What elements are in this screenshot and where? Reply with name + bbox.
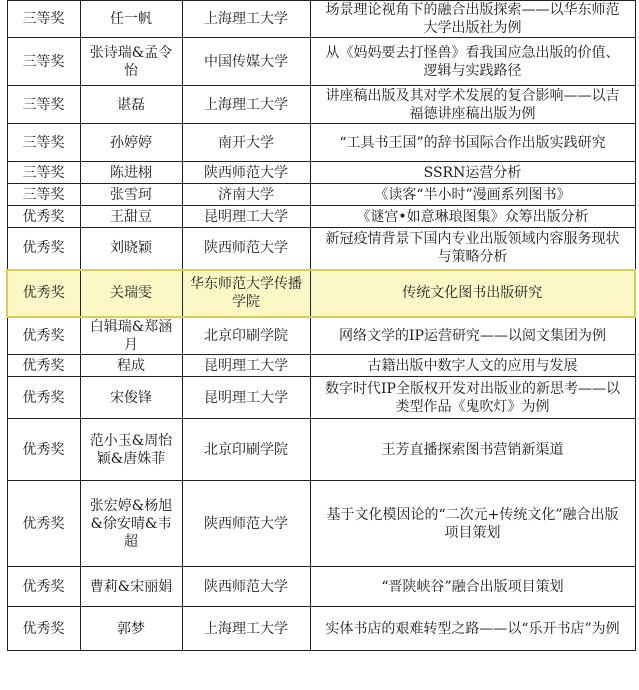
school-cell: 陕西师范大学	[182, 481, 310, 567]
name-cell: 王甜豆	[80, 206, 182, 228]
school-cell: 陕西师范大学	[182, 567, 310, 607]
title-cell: 讲座稿出版及其对学术发展的复合影响——以吉福德讲座稿出版为例	[310, 86, 635, 124]
title-cell: “工具书王国”的辞书国际合作出版实践研究	[310, 124, 635, 162]
school-cell: 昆明理工大学	[182, 206, 310, 228]
award-cell: 优秀奖	[7, 377, 80, 419]
name-cell: 宋俊锋	[80, 377, 182, 419]
title-cell: SSRN运营分析	[310, 162, 635, 184]
name-cell: 郭梦	[80, 607, 182, 651]
award-cell: 优秀奖	[7, 317, 80, 355]
school-cell: 北京印刷学院	[182, 317, 310, 355]
name-cell: 白辑瑞&郑涵月	[80, 317, 182, 355]
name-cell: 刘晓颖	[80, 228, 182, 270]
name-cell: 谌磊	[80, 86, 182, 124]
name-cell: 孙婷婷	[80, 124, 182, 162]
table-row	[7, 124, 635, 162]
award-cell: 优秀奖	[7, 228, 80, 270]
table-row	[7, 481, 635, 567]
name-cell: 任一帆	[80, 1, 182, 38]
award-cell: 优秀奖	[7, 481, 80, 567]
title-cell: 《谜宫•如意琳琅图集》众筹出版分析	[310, 206, 635, 228]
school-cell: 陕西师范大学	[182, 162, 310, 184]
name-cell: 张雪珂	[80, 184, 182, 206]
award-cell: 优秀奖	[7, 355, 80, 377]
table-row	[7, 355, 635, 377]
school-cell: 昆明理工大学	[182, 355, 310, 377]
title-cell: 《读客“半小时”漫画系列图书》	[310, 184, 635, 206]
name-cell: 陈进栩	[80, 162, 182, 184]
title-cell: 从《妈妈要去打怪兽》看我国应急出版的价值、逻辑与实践路径	[310, 38, 635, 86]
name-cell: 程成	[80, 355, 182, 377]
school-cell: 陕西师范大学	[182, 228, 310, 270]
school-cell: 上海理工大学	[182, 86, 310, 124]
award-cell: 三等奖	[7, 86, 80, 124]
school-cell: 北京印刷学院	[182, 419, 310, 481]
title-cell: 王芳直播探索图书营销新渠道	[310, 419, 635, 481]
table-row	[7, 86, 635, 124]
table-row	[7, 419, 635, 481]
title-cell: 新冠疫情背景下国内专业出版领域内容服务现状与策略分析	[310, 228, 635, 270]
name-cell: 范小玉&周怡颖&唐姝菲	[80, 419, 182, 481]
name-cell: 关瑞雯	[80, 270, 182, 317]
school-cell: 上海理工大学	[182, 607, 310, 651]
table-row	[7, 567, 635, 607]
name-cell: 张宏婷&杨旭&徐安晴&韦超	[80, 481, 182, 567]
award-cell: 三等奖	[7, 184, 80, 206]
table-row	[7, 1, 635, 38]
award-cell: 优秀奖	[7, 206, 80, 228]
school-cell: 华东师范大学传播学院	[182, 270, 310, 317]
title-cell: 网络文学的IP运营研究——以阅文集团为例	[310, 317, 635, 355]
award-cell: 优秀奖	[7, 419, 80, 481]
table-row	[7, 162, 635, 184]
school-cell: 南开大学	[182, 124, 310, 162]
table-row	[7, 317, 635, 355]
title-cell: 基于文化模因论的“二次元+传统文化”融合出版项目策划	[310, 481, 635, 567]
name-cell: 曹莉&宋丽娟	[80, 567, 182, 607]
table-row	[7, 206, 635, 228]
award-cell: 优秀奖	[7, 270, 80, 317]
table-row	[7, 270, 635, 317]
title-cell: 古籍出版中数字人文的应用与发展	[310, 355, 635, 377]
award-cell: 三等奖	[7, 38, 80, 86]
award-cell: 三等奖	[7, 124, 80, 162]
school-cell: 济南大学	[182, 184, 310, 206]
title-cell: “晋陕峡谷”融合出版项目策划	[310, 567, 635, 607]
title-cell: 传统文化图书出版研究	[310, 270, 635, 317]
title-cell: 实体书店的艰难转型之路——以“乐开书店”为例	[310, 607, 635, 651]
school-cell: 中国传媒大学	[182, 38, 310, 86]
table-row	[7, 228, 635, 270]
school-cell: 上海理工大学	[182, 1, 310, 38]
table-row	[7, 377, 635, 419]
name-cell: 张诗瑞&孟令怡	[80, 38, 182, 86]
award-cell: 三等奖	[7, 1, 80, 38]
title-cell: 场景理论视角下的融合出版探索——以华东师范大学出版社为例	[310, 1, 635, 38]
table-row	[7, 607, 635, 651]
award-cell: 优秀奖	[7, 607, 80, 651]
school-cell: 昆明理工大学	[182, 377, 310, 419]
award-cell: 三等奖	[7, 162, 80, 184]
awards-table	[6, 0, 636, 651]
title-cell: 数字时代IP全版权开发对出版业的新思考——以类型作品《鬼吹灯》为例	[310, 377, 635, 419]
table-row	[7, 184, 635, 206]
table-row	[7, 38, 635, 86]
award-cell: 优秀奖	[7, 567, 80, 607]
